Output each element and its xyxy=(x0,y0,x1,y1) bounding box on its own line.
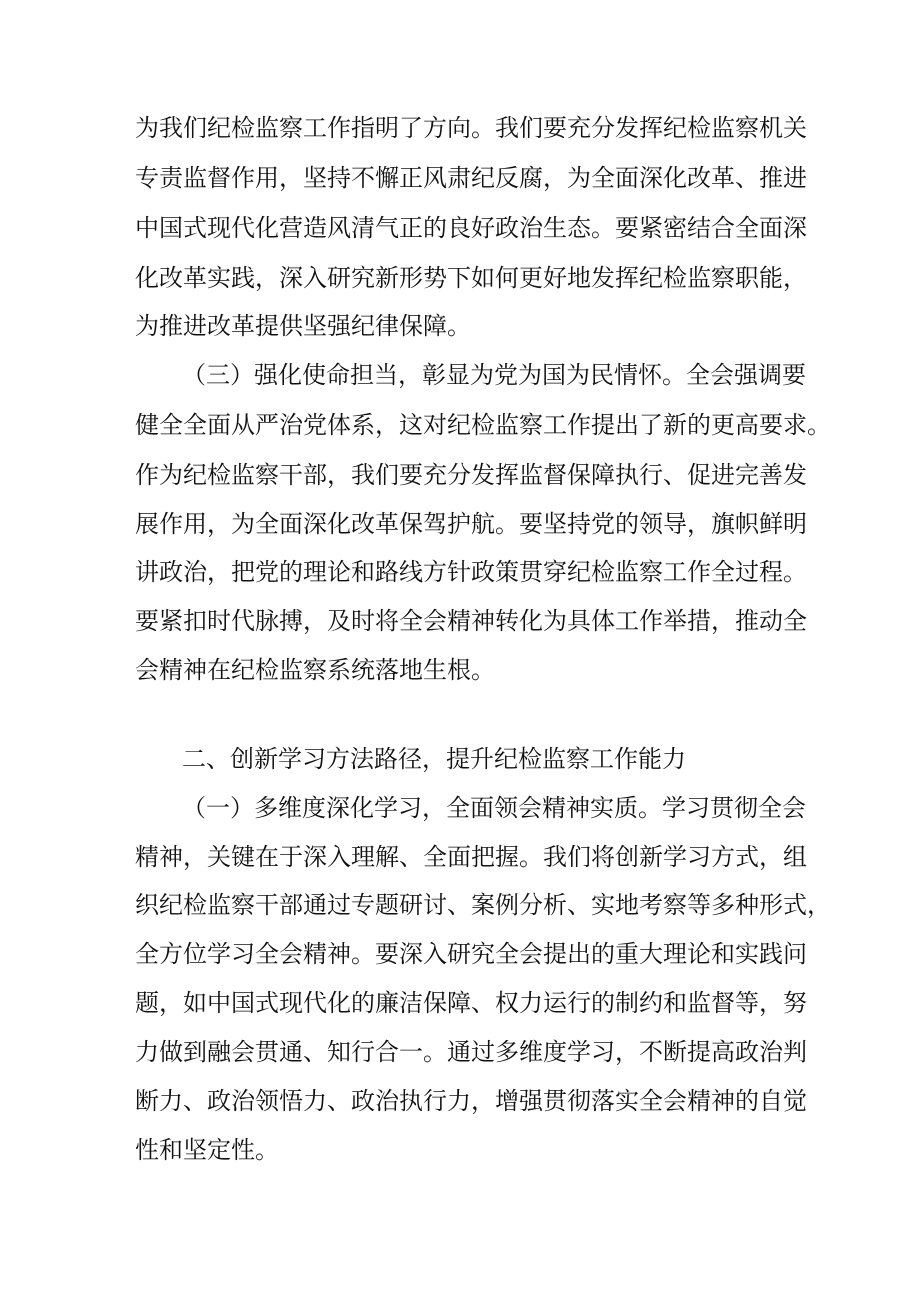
section-heading: 二、创新学习方法路径，提升纪检监察工作能力 xyxy=(182,745,686,773)
text-line: 性和坚定性。 xyxy=(135,1136,279,1164)
text-line: 中国式现代化营造风清气正的良好政治生态。要紧密结合全面深 xyxy=(135,214,807,242)
text-line: （三）强化使命担当，彰显为党为国为民情怀。全会强调要 xyxy=(182,361,806,389)
text-line: 会精神在纪检监察系统落地生根。 xyxy=(135,656,495,684)
text-line: （一）多维度深化学习，全面领会精神实质。学习贯彻全会 xyxy=(182,794,806,822)
text-line: 全方位学习全会精神。要深入研究全会提出的重大理论和实践问 xyxy=(135,940,807,968)
text-line: 要紧扣时代脉搏，及时将全会精神转化为具体工作举措，推动全 xyxy=(135,607,807,635)
text-line: 健全全面从严治党体系，这对纪检监察工作提出了新的更高要求。 xyxy=(135,411,831,439)
text-line: 作为纪检监察干部，我们要充分发挥监督保障执行、促进完善发 xyxy=(135,461,807,489)
text-line: 力做到融会贯通、知行合一。通过多维度学习，不断提高政治判 xyxy=(135,1038,807,1066)
text-line: 展作用，为全面深化改革保驾护航。要坚持党的领导，旗帜鲜明 xyxy=(135,510,807,538)
text-line: 化改革实践，深入研究新形势下如何更好地发挥纪检监察职能， xyxy=(135,264,807,292)
text-line: 精神，关键在于深入理解、全面把握。我们将创新学习方式，组 xyxy=(135,843,807,871)
text-line: 讲政治，把党的理论和路线方针政策贯穿纪检监察工作全过程。 xyxy=(135,558,807,586)
text-line: 织纪检监察干部通过专题研讨、案例分析、实地考察等多种形式， xyxy=(135,891,831,919)
text-line: 专责监督作用，坚持不懈正风肃纪反腐，为全面深化改革、推进 xyxy=(135,164,807,192)
text-line: 为推进改革提供坚强纪律保障。 xyxy=(135,312,471,340)
text-line: 断力、政治领悟力、政治执行力，增强贯彻落实全会精神的自觉 xyxy=(135,1087,807,1115)
text-line: 为我们纪检监察工作指明了方向。我们要充分发挥纪检监察机关 xyxy=(135,114,807,142)
text-line: 题，如中国式现代化的廉洁保障、权力运行的制约和监督等，努 xyxy=(135,989,807,1017)
